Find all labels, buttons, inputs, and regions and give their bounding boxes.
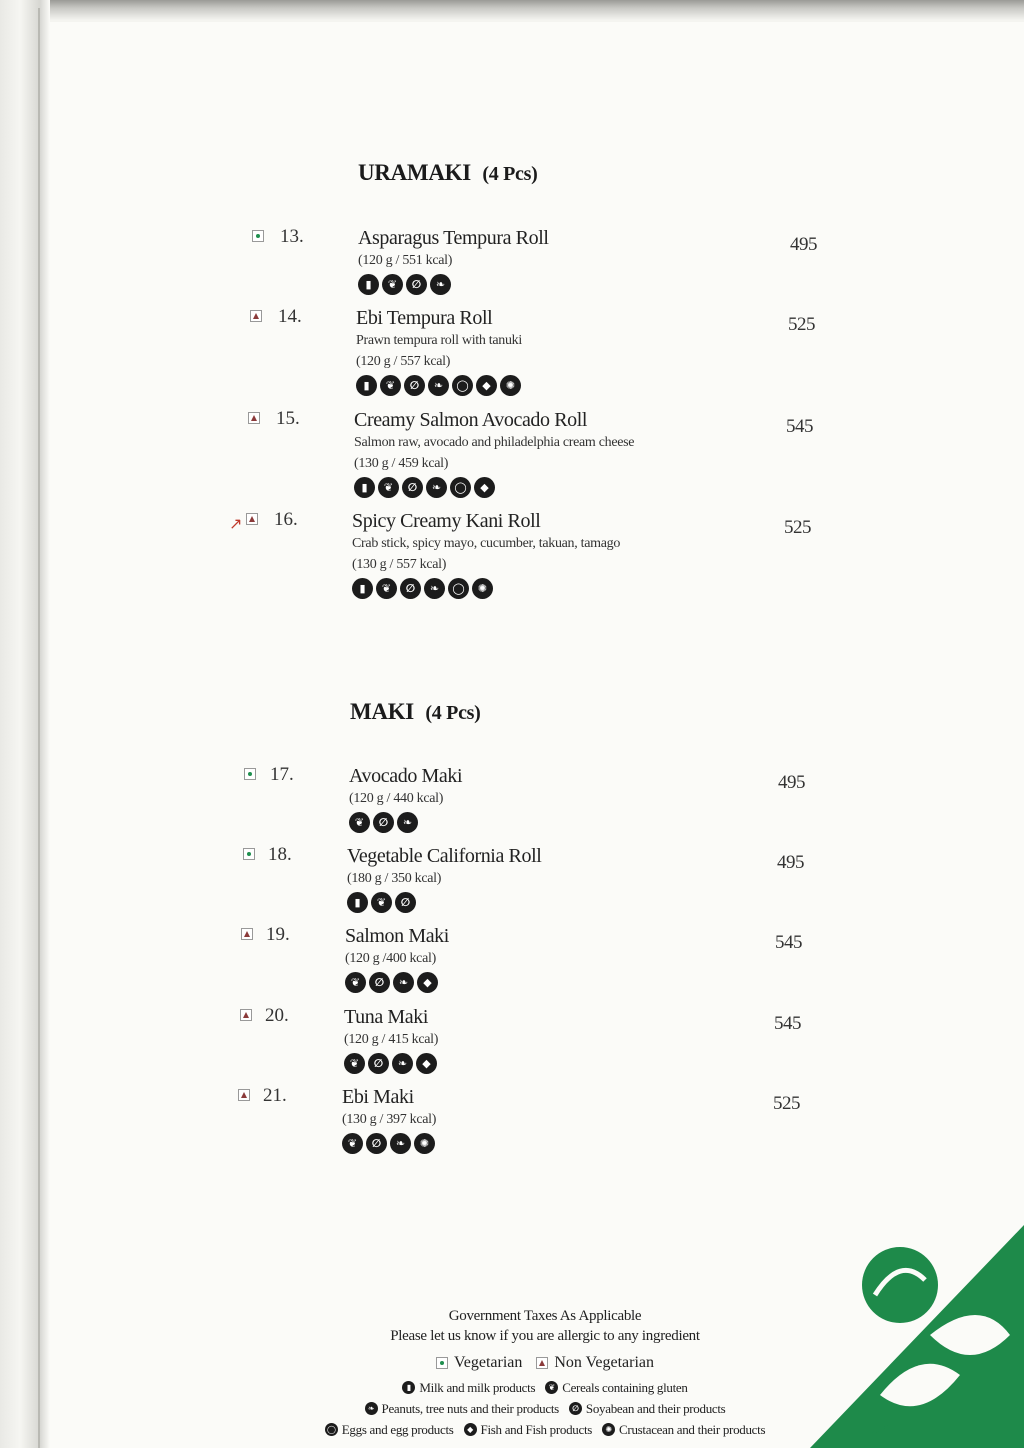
- page-top-edge: [0, 0, 1024, 22]
- item-number: 15.: [276, 408, 300, 429]
- item-name: Tuna Maki: [344, 1006, 429, 1028]
- cereal-icon: ❦: [349, 812, 370, 833]
- item-name: Creamy Salmon Avocado Roll: [354, 409, 588, 431]
- allergen-icons: [347, 892, 747, 913]
- spine-line: [38, 8, 40, 1448]
- item-price: 545: [786, 416, 813, 437]
- item-body: [352, 509, 752, 599]
- crustacean-icon: ✺: [414, 1133, 435, 1154]
- veg-label: Vegetarian: [453, 1354, 523, 1371]
- soya-icon: ∅: [373, 812, 394, 833]
- allergy-note: Please let us know if you are allergic to any ingredient: [390, 1328, 700, 1344]
- allergen-icons: [349, 812, 749, 833]
- allergen-icons: [358, 274, 758, 295]
- item-portion: (120 g /400 kcal): [345, 951, 436, 966]
- allergen-icons: [344, 1053, 744, 1074]
- peanut-icon: ❧: [390, 1133, 411, 1154]
- milk-icon: ▮: [356, 375, 377, 396]
- binding-spine: [0, 0, 50, 1448]
- egg-icon: ◯: [450, 477, 471, 498]
- fish-icon: ◆: [476, 375, 497, 396]
- egg-icon: ◯: [325, 1423, 338, 1436]
- item-price: 525: [784, 517, 811, 538]
- peanut-icon: ❧: [426, 477, 447, 498]
- cereal-icon: ❦: [378, 477, 399, 498]
- allergen-icons: [342, 1133, 742, 1154]
- item-portion: (120 g / 440 kcal): [349, 791, 444, 806]
- item-name: Vegetable California Roll: [347, 845, 542, 867]
- item-description: Salmon raw, avocado and philadelphia cream cheese: [354, 435, 635, 450]
- cereal-icon: ❦: [380, 375, 401, 396]
- veg-mark-icon: [252, 230, 264, 242]
- item-name: Spicy Creamy Kani Roll: [352, 510, 541, 532]
- egg-icon: ◯: [452, 375, 473, 396]
- crustacean-icon: ✺: [472, 578, 493, 599]
- milk-icon: ▮: [354, 477, 375, 498]
- fish-icon: ◆: [474, 477, 495, 498]
- legend-cereal: Cereals containing gluten: [562, 1380, 688, 1395]
- legend-fish: Fish and Fish products: [480, 1422, 593, 1437]
- item-body: [349, 764, 749, 833]
- nonveg-mark-icon: [241, 928, 253, 940]
- item-portion: (120 g / 551 kcal): [358, 253, 453, 268]
- item-name: Ebi Maki: [342, 1086, 414, 1108]
- cereal-icon: ❦: [342, 1133, 363, 1154]
- item-body: [354, 408, 754, 498]
- item-price: 495: [778, 772, 805, 793]
- nonveg-mark-icon: [238, 1089, 250, 1101]
- cereal-icon: ❦: [345, 972, 366, 993]
- allergen-icons: [354, 477, 754, 498]
- item-portion: (130 g / 397 kcal): [342, 1112, 437, 1127]
- legend-crustacean: Crustacean and their products: [619, 1422, 766, 1437]
- milk-icon: ▮: [358, 274, 379, 295]
- soya-icon: ∅: [366, 1133, 387, 1154]
- menu-item: [0, 306, 1024, 406]
- item-body: [356, 306, 756, 396]
- item-price: 495: [777, 852, 804, 873]
- allergen-icons: [345, 972, 745, 993]
- leaf-decoration-icon: [810, 1225, 1024, 1448]
- soya-icon: ∅: [395, 892, 416, 913]
- soya-icon: ∅: [368, 1053, 389, 1074]
- cereal-icon: ❦: [344, 1053, 365, 1074]
- allergen-icons: [356, 375, 756, 396]
- menu-footer: [280, 1306, 810, 1439]
- item-number: 16.: [274, 509, 298, 530]
- soya-icon: ∅: [400, 578, 421, 599]
- nonveg-mark-icon: [536, 1357, 548, 1369]
- item-number: 21.: [263, 1085, 287, 1106]
- peanut-icon: ❧: [424, 578, 445, 599]
- item-price: 545: [775, 932, 802, 953]
- item-price: 495: [790, 234, 817, 255]
- menu-item: [0, 509, 1024, 609]
- milk-icon: ▮: [347, 892, 368, 913]
- item-body: [345, 924, 745, 993]
- section-title-uramaki: [358, 160, 537, 186]
- diet-legend: [280, 1354, 810, 1372]
- nonveg-mark-icon: [248, 412, 260, 424]
- fish-icon: ◆: [416, 1053, 437, 1074]
- item-portion: (120 g / 557 kcal): [356, 354, 451, 369]
- nonveg-mark-icon: [250, 310, 262, 322]
- item-body: [342, 1085, 742, 1154]
- cereal-icon: ❦: [376, 578, 397, 599]
- legend-milk: Milk and milk products: [419, 1380, 536, 1395]
- item-body: [358, 226, 758, 295]
- allergen-icons: [352, 578, 752, 599]
- egg-icon: ◯: [448, 578, 469, 599]
- menu-item: [0, 408, 1024, 508]
- item-name: Ebi Tempura Roll: [356, 307, 493, 329]
- cereal-icon: ❦: [382, 274, 403, 295]
- section-title-text: URAMAKI: [358, 160, 471, 185]
- section-subtitle: (4 Pcs): [425, 702, 481, 724]
- section-title-text: MAKI: [350, 699, 414, 724]
- section-title-maki: [350, 699, 481, 725]
- allergen-legend-row-2: [280, 1399, 810, 1418]
- item-price: 525: [773, 1093, 800, 1114]
- legend-egg: Eggs and egg products: [341, 1422, 454, 1437]
- taxes-note: Government Taxes As Applicable: [448, 1308, 642, 1324]
- item-number: 20.: [265, 1005, 289, 1026]
- veg-mark-icon: [244, 768, 256, 780]
- veg-mark-icon: [243, 848, 255, 860]
- peanut-icon: ❧: [428, 375, 449, 396]
- soya-icon: ∅: [369, 972, 390, 993]
- item-number: 17.: [270, 764, 294, 785]
- item-price: 545: [774, 1013, 801, 1034]
- menu-item: [0, 1085, 1024, 1185]
- allergen-legend-row-3: [280, 1420, 810, 1439]
- cereal-icon: ❦: [545, 1381, 558, 1394]
- peanut-icon: ❧: [393, 972, 414, 993]
- item-price: 525: [788, 314, 815, 335]
- peanut-icon: ❧: [397, 812, 418, 833]
- item-body: [344, 1005, 744, 1074]
- item-portion: (180 g / 350 kcal): [347, 871, 442, 886]
- item-description: Crab stick, spicy mayo, cucumber, takuan, tamago: [352, 536, 621, 551]
- item-number: 18.: [268, 844, 292, 865]
- peanut-icon: ❧: [430, 274, 451, 295]
- item-portion: (130 g / 557 kcal): [352, 557, 447, 572]
- item-description: Prawn tempura roll with tanuki: [356, 333, 522, 348]
- soya-icon: ∅: [406, 274, 427, 295]
- milk-icon: ▮: [402, 1381, 415, 1394]
- item-name: Avocado Maki: [349, 765, 463, 787]
- veg-mark-icon: [436, 1357, 448, 1369]
- soya-icon: ∅: [569, 1402, 582, 1415]
- item-portion: (120 g / 415 kcal): [344, 1032, 439, 1047]
- crustacean-icon: ✺: [602, 1423, 615, 1436]
- item-body: [347, 844, 747, 913]
- milk-icon: ▮: [352, 578, 373, 599]
- item-number: 13.: [280, 226, 304, 247]
- section-subtitle: (4 Pcs): [482, 163, 538, 185]
- crustacean-icon: ✺: [500, 375, 521, 396]
- fish-icon: ◆: [417, 972, 438, 993]
- cereal-icon: ❦: [371, 892, 392, 913]
- item-number: 19.: [266, 924, 290, 945]
- soya-icon: ∅: [404, 375, 425, 396]
- item-name: Salmon Maki: [345, 925, 449, 947]
- legend-soya: Soyabean and their products: [585, 1401, 726, 1416]
- nonveg-mark-icon: [229, 513, 258, 533]
- item-portion: (130 g / 459 kcal): [354, 456, 449, 471]
- peanut-icon: ❧: [392, 1053, 413, 1074]
- fish-icon: ◆: [464, 1423, 477, 1436]
- item-number: 14.: [278, 306, 302, 327]
- chili-icon: ↗: [229, 514, 243, 533]
- item-name: Asparagus Tempura Roll: [358, 227, 549, 249]
- legend-peanut: Peanuts, tree nuts and their products: [381, 1401, 559, 1416]
- soya-icon: ∅: [402, 477, 423, 498]
- allergen-legend-row-1: [280, 1378, 810, 1397]
- peanut-icon: ❧: [365, 1402, 378, 1415]
- nonveg-label: Non Vegetarian: [554, 1354, 655, 1371]
- nonveg-mark-icon: [240, 1009, 252, 1021]
